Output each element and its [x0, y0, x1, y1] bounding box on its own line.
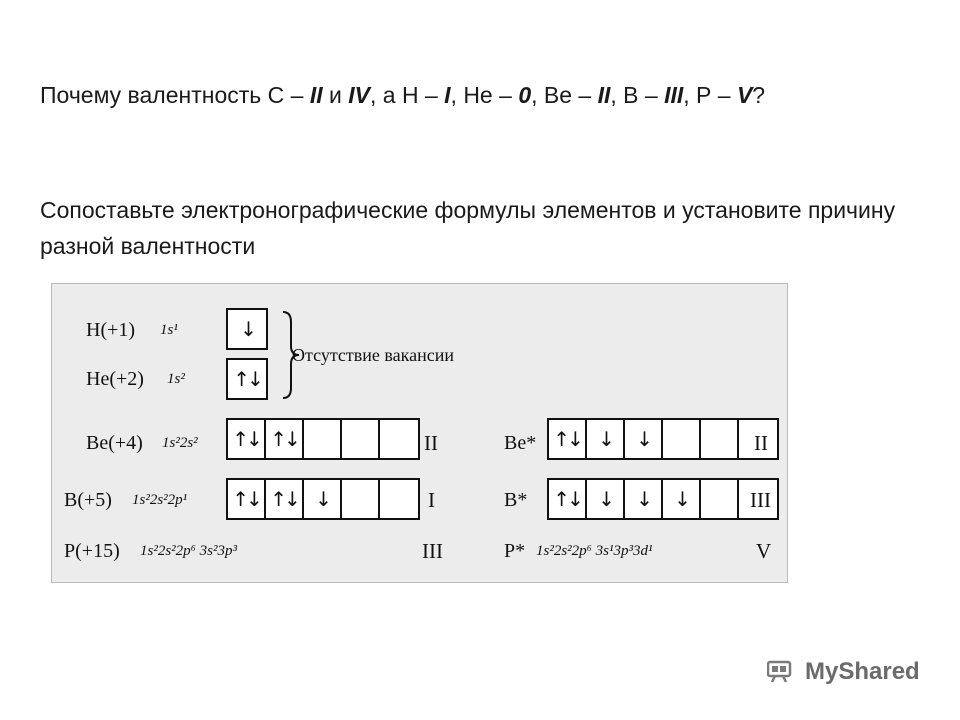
valence-p-star: V	[756, 539, 772, 563]
orbital-cell: ↑↓	[228, 420, 266, 458]
valence-value: II	[309, 82, 323, 108]
orbital-cell	[380, 420, 418, 458]
orbital-cell: ↓	[587, 420, 625, 458]
valence-value: 0	[518, 82, 532, 108]
element-label-p: P(+15)	[64, 540, 120, 562]
orbital-cell: ↑↓	[549, 480, 587, 518]
element-label-b: B(+5)	[64, 489, 112, 511]
orbital-cell: ↓	[304, 480, 342, 518]
orbital-row-b-star	[547, 478, 779, 520]
orbital-cell-he: ↑↓	[226, 358, 268, 400]
question-part: ?	[752, 82, 766, 108]
orbital-cell: ↑↓	[228, 480, 266, 518]
valence-value: IV	[348, 82, 370, 108]
element-label-p-star: P*	[504, 540, 526, 562]
config-b: 1s²2s²2p¹	[132, 492, 188, 508]
config-p-star: 1s²2s²2p⁶ 3s¹3p³3d¹	[536, 543, 653, 559]
element-label-b-star: B*	[504, 489, 528, 511]
no-vacancy-label: Отсутствие вакансии	[292, 345, 454, 365]
config-p: 1s²2s²2p⁶ 3s²3p³	[140, 543, 237, 559]
orbital-row-be-star	[547, 418, 779, 460]
electron-config-figure	[51, 283, 788, 583]
element-label-he: He(+2)	[86, 368, 144, 390]
question-part: , В –	[610, 82, 665, 108]
orbital-cell: ↑↓	[549, 420, 587, 458]
question-part: Почему валентность С –	[40, 82, 310, 108]
valence-value: III	[664, 82, 684, 108]
valence-b-star: III	[750, 488, 771, 512]
orbital-row-be	[226, 418, 420, 460]
orbital-cell-h: ↓	[226, 308, 268, 350]
valence-value: II	[597, 82, 611, 108]
orbital-cell: ↑↓	[266, 480, 304, 518]
valence-be: II	[424, 431, 438, 455]
question-part: , а Н –	[370, 82, 445, 108]
config-h: 1s¹	[160, 322, 178, 338]
task-text: Сопоставьте электронографические формулы элементов и установите причину разной валентности	[40, 197, 896, 259]
config-he: 1s²	[167, 371, 185, 387]
orbital-cell: ↓	[625, 480, 663, 518]
valence-value: V	[736, 82, 753, 108]
element-label-h: H(+1)	[86, 319, 136, 341]
orbital-cell	[701, 480, 739, 518]
orbital-cell	[342, 480, 380, 518]
orbital-cell: ↓	[663, 480, 701, 518]
valence-b: I	[428, 488, 435, 512]
config-be: 1s²2s²	[162, 435, 198, 451]
orbital-cell: ↑↓	[266, 420, 304, 458]
orbital-cell	[701, 420, 739, 458]
orbital-cell: ↓	[625, 420, 663, 458]
element-label-be-star: Be*	[504, 432, 537, 454]
orbital-cell: ↓	[587, 480, 625, 518]
projector-icon	[767, 660, 799, 684]
watermark-text: MyShared	[805, 658, 920, 685]
valence-be-star: II	[754, 431, 768, 455]
element-label-be: Be(+4)	[86, 432, 143, 454]
orbital-row-b	[226, 478, 420, 520]
question-part: и	[322, 82, 349, 108]
watermark-logo	[767, 658, 920, 686]
question-part: , Ве –	[531, 82, 598, 108]
question-part: , Не –	[450, 82, 519, 108]
orbital-cell	[342, 420, 380, 458]
valence-p: III	[422, 539, 443, 563]
valence-value: I	[444, 82, 451, 108]
question-text	[40, 77, 900, 113]
orbital-cell	[663, 420, 701, 458]
orbital-cell	[380, 480, 418, 518]
question-part: , Р –	[683, 82, 737, 108]
orbital-cell	[304, 420, 342, 458]
